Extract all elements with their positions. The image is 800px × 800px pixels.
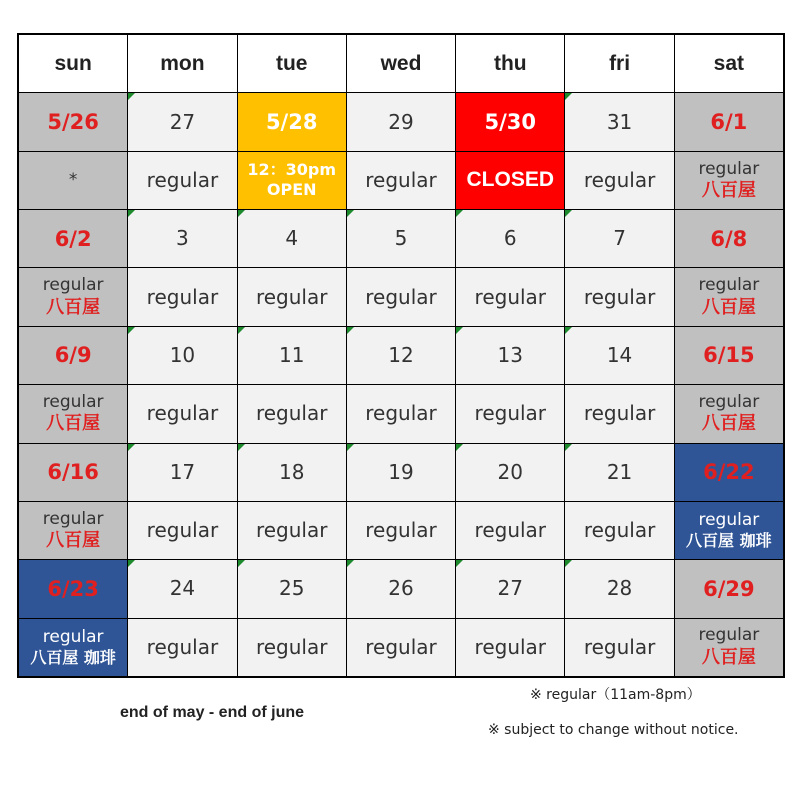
date-cell (19, 327, 127, 384)
date-label: 21 (606, 459, 633, 484)
date-label: 4 (285, 226, 299, 251)
status-label: regular (583, 284, 656, 309)
info-cell (347, 619, 455, 676)
date-cell (456, 560, 564, 617)
date-cell (128, 210, 236, 267)
extra-label: 八百屋 (46, 413, 101, 435)
extra-label: 八百屋 (701, 646, 756, 668)
extra-label: 八百屋 (701, 413, 756, 435)
date-label: 28 (606, 576, 633, 601)
date-label: 5 (394, 226, 408, 251)
status-label: regular (146, 401, 219, 426)
status-label: regular (698, 158, 760, 179)
status-label: regular (146, 634, 219, 659)
status-label: regular (698, 625, 760, 646)
date-label: 5/26 (47, 109, 99, 134)
date-label: 17 (169, 459, 196, 484)
status-label: regular (146, 284, 219, 309)
status-label: regular (474, 634, 547, 659)
status-label: regular (255, 518, 328, 543)
header-sun: sun (19, 35, 127, 92)
info-cell (675, 619, 783, 676)
date-label: 19 (388, 459, 414, 484)
date-label: 14 (606, 342, 633, 367)
status-label: regular (474, 518, 547, 543)
date-label: 6/8 (710, 226, 748, 251)
date-cell-coffee (19, 560, 127, 617)
status-label: regular (698, 509, 760, 530)
date-label: 25 (278, 576, 305, 601)
header-fri: fri (565, 35, 673, 92)
date-cell (675, 560, 783, 617)
date-cell (456, 327, 564, 384)
date-cell (347, 444, 455, 501)
status-label: regular (583, 167, 656, 192)
info-cell (19, 385, 127, 442)
date-label: 6/1 (710, 109, 748, 134)
date-cell (565, 444, 673, 501)
info-cell (675, 152, 783, 209)
status-label: regular (255, 284, 328, 309)
info-cell (347, 268, 455, 325)
status-label: regular (365, 167, 437, 192)
date-cell (456, 210, 564, 267)
date-cell (675, 93, 783, 150)
date-cell (347, 560, 455, 617)
date-label: 6/23 (47, 576, 99, 601)
info-cell (128, 502, 236, 559)
info-cell (456, 619, 564, 676)
info-cell (565, 152, 673, 209)
date-cell (238, 444, 346, 501)
info-cell (128, 385, 236, 442)
status-label: regular (583, 518, 656, 543)
extra-label: 八百屋 (701, 179, 756, 201)
status-label: regular (474, 284, 547, 309)
info-cell (238, 619, 346, 676)
status-label: regular (42, 275, 104, 296)
info-cell (565, 502, 673, 559)
info-cell (347, 385, 455, 442)
open-time: 12：30pm (247, 160, 337, 180)
info-cell (19, 268, 127, 325)
date-cell (128, 327, 236, 384)
date-cell (675, 210, 783, 267)
date-label: 3 (176, 226, 189, 251)
extra-label: 八百屋 珈琲 (30, 647, 116, 667)
status-label: regular (474, 401, 547, 426)
date-label: 10 (169, 342, 196, 367)
hours-note: ※ regular（11am-8pm） (530, 687, 701, 703)
info-cell (128, 619, 236, 676)
date-cell (347, 327, 455, 384)
date-cell (19, 93, 127, 150)
extra-label: 八百屋 (701, 296, 756, 318)
date-label: 26 (388, 576, 414, 601)
open-label: OPEN (266, 180, 317, 200)
date-cell (238, 560, 346, 617)
status-label: regular (255, 634, 328, 659)
date-label: 6/16 (47, 460, 99, 485)
date-cell (238, 327, 346, 384)
date-label: 6 (503, 226, 517, 251)
info-cell (565, 385, 673, 442)
date-cell-coffee (675, 444, 783, 501)
date-cell (128, 560, 236, 617)
info-cell (675, 268, 783, 325)
date-label: 6/15 (703, 343, 755, 368)
info-cell (565, 619, 673, 676)
status-label: regular (365, 634, 437, 659)
info-cell (456, 268, 564, 325)
date-label: 7 (613, 226, 626, 251)
date-cell (456, 444, 564, 501)
status-label: regular (365, 284, 437, 309)
info-cell (238, 502, 346, 559)
status-label: regular (365, 401, 437, 426)
date-label: 6/9 (54, 343, 92, 368)
date-label: 31 (606, 109, 633, 134)
calendar-grid (17, 33, 785, 678)
info-cell (238, 268, 346, 325)
date-cell-special (238, 93, 346, 150)
date-label: 12 (388, 342, 414, 367)
info-cell (238, 385, 346, 442)
info-cell (128, 268, 236, 325)
date-label: 5/30 (484, 109, 537, 134)
status-label: regular (42, 391, 104, 412)
closed-label: CLOSED (466, 168, 555, 192)
info-cell-closed (456, 152, 564, 209)
status-label: regular (42, 508, 104, 529)
date-label: 20 (497, 459, 523, 484)
info-cell (565, 268, 673, 325)
info-cell (19, 502, 127, 559)
header-wed: wed (347, 35, 455, 92)
date-label: 5/28 (265, 109, 318, 134)
date-cell (675, 327, 783, 384)
date-label: 13 (497, 342, 523, 367)
status-label: regular (42, 626, 104, 647)
status-label: regular (365, 518, 437, 543)
info-cell (675, 385, 783, 442)
date-cell (128, 93, 236, 150)
date-label: 29 (388, 109, 414, 134)
status-label: regular (698, 391, 760, 412)
date-label: 18 (278, 459, 305, 484)
status-label: regular (698, 275, 760, 296)
date-label: 27 (497, 576, 523, 601)
extra-label: 八百屋 (46, 529, 101, 551)
date-label: 27 (169, 109, 196, 134)
header-sat: sat (675, 35, 783, 92)
info-cell-special (238, 152, 346, 209)
extra-label: 八百屋 珈琲 (686, 531, 772, 551)
date-cell (347, 93, 455, 150)
date-label: 6/22 (703, 460, 755, 485)
date-cell (347, 210, 455, 267)
info-cell (347, 502, 455, 559)
status-label: regular (146, 167, 219, 192)
status-label: regular (583, 401, 656, 426)
date-range-caption: end of may - end of june (120, 704, 305, 721)
status-label: * (68, 169, 78, 190)
info-cell (128, 152, 236, 209)
header-tue: tue (238, 35, 346, 92)
date-cell (565, 93, 673, 150)
info-cell (19, 152, 127, 209)
status-label: regular (583, 634, 656, 659)
notice-note: ※ subject to change without notice. (488, 722, 739, 738)
date-cell (19, 210, 127, 267)
date-cell (128, 444, 236, 501)
header-thu: thu (456, 35, 564, 92)
date-label: 11 (278, 342, 305, 367)
info-cell-coffee (19, 619, 127, 676)
date-cell (19, 444, 127, 501)
extra-label: 八百屋 (46, 296, 101, 318)
info-cell-coffee (675, 502, 783, 559)
date-label: 6/29 (703, 576, 755, 601)
status-label: regular (255, 401, 328, 426)
date-label: 6/2 (54, 226, 92, 251)
date-cell (565, 210, 673, 267)
date-label: 24 (169, 576, 196, 601)
status-label: regular (146, 518, 219, 543)
header-mon: mon (128, 35, 236, 92)
info-cell (347, 152, 455, 209)
date-cell-closed (456, 93, 564, 150)
date-cell (565, 327, 673, 384)
date-cell (238, 210, 346, 267)
info-cell (456, 502, 564, 559)
info-cell (456, 385, 564, 442)
date-cell (565, 560, 673, 617)
